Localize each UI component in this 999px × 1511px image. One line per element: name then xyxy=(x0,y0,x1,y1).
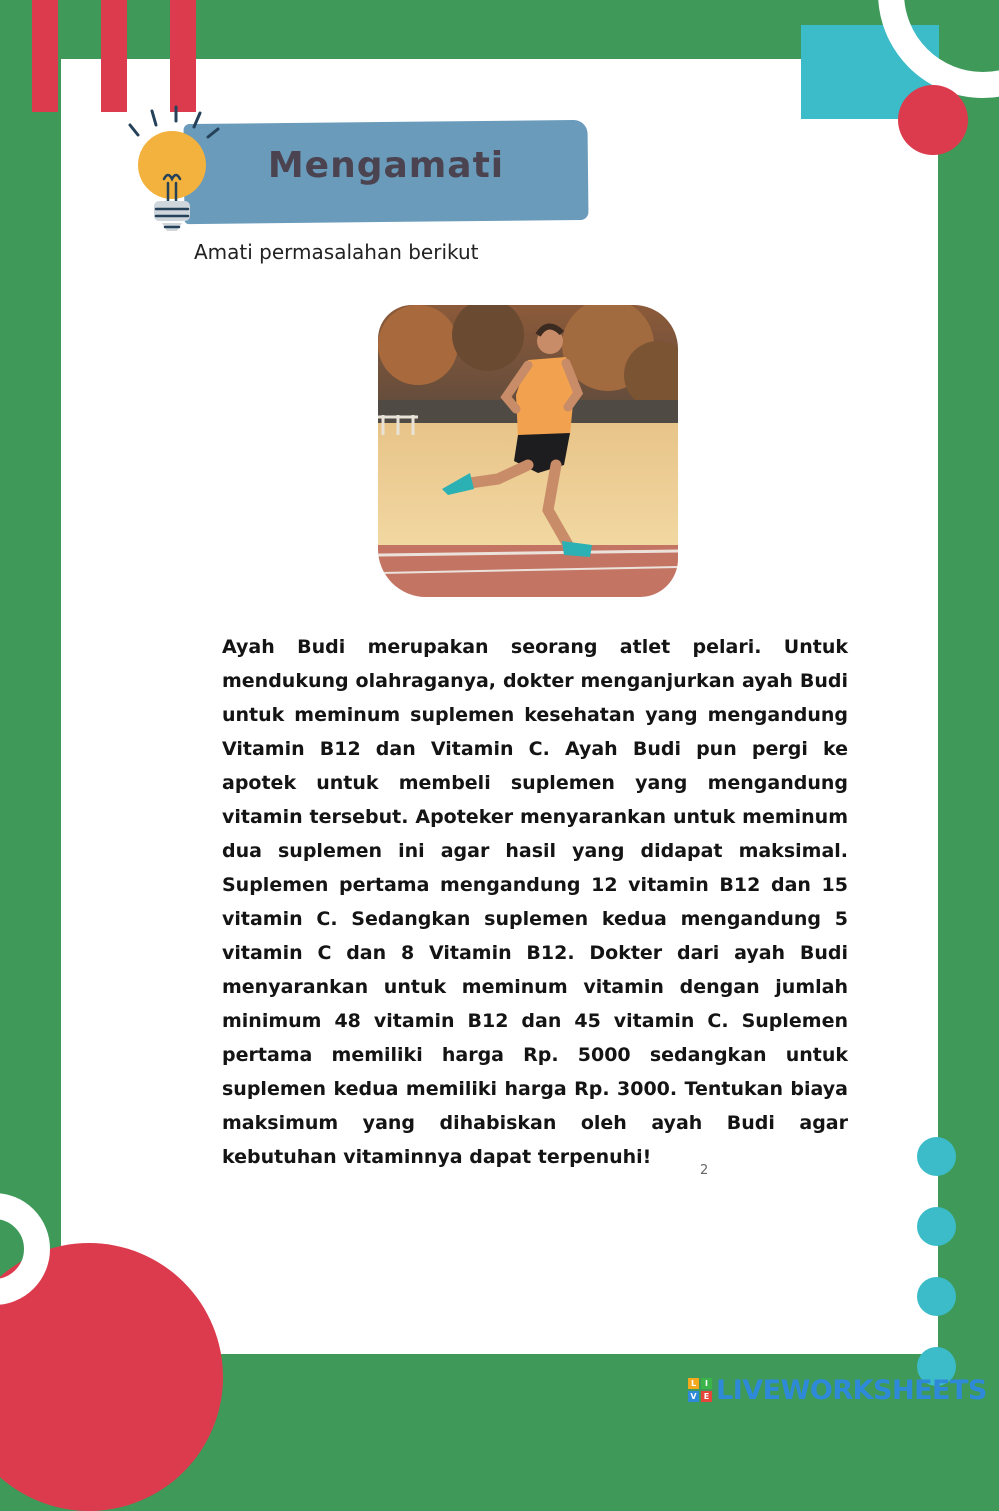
problem-text: Ayah Budi merupakan seorang atlet pelari. Untuk mendukung olahraganya, dokter menganjurkan ayah Budi untuk meminum suplemen kesehatan yang mengandung Vitamin B12 dan Vitamin C. Ayah Budi pun pergi ke apotek untuk membeli suplemen yang mengandung vitamin tersebut. Apoteker menyarankan untuk meminum dua suplemen ini agar hasil yang didapat maksimal. Suplemen pertama mengandung 12 vitamin B12 dan 15 vitamin C. Sedangkan suplemen kedua mengandung 5 vitamin C dan 8 Vitamin B12. Dokter dari ayah Budi menyarankan untuk meminum vitamin dengan jumlah minimum 48 vitamin B12 dan 45 vitamin C. Suplemen pertama memiliki harga Rp. 5000 sedangkan untuk suplemen kedua memiliki harga Rp. 3000. Tentukan biaya maksimum yang dihabiskan oleh ayah Budi agar kebutuhan vitaminnya dapat terpenuhi! xyxy=(222,636,848,1168)
liveworksheets-logo-icon: L I V E xyxy=(688,1378,712,1402)
red-circle-decoration xyxy=(898,85,968,155)
section-subtitle: Amati permasalahan berikut xyxy=(194,240,479,264)
page-number: 2 xyxy=(700,1163,709,1178)
teal-dot-decoration xyxy=(917,1137,956,1176)
runner-photo xyxy=(378,305,678,597)
liveworksheets-brand[interactable] xyxy=(688,1374,987,1406)
red-stripe-decoration xyxy=(101,0,127,112)
section-title: Mengamati xyxy=(267,145,505,186)
red-stripe-decoration xyxy=(170,0,196,112)
red-stripe-decoration xyxy=(32,0,58,112)
teal-dot-decoration xyxy=(917,1207,956,1246)
teal-dot-decoration xyxy=(917,1277,956,1316)
lightbulb-icon xyxy=(122,105,222,249)
brand-name: LIVEWORKSHEETS xyxy=(716,1374,987,1406)
